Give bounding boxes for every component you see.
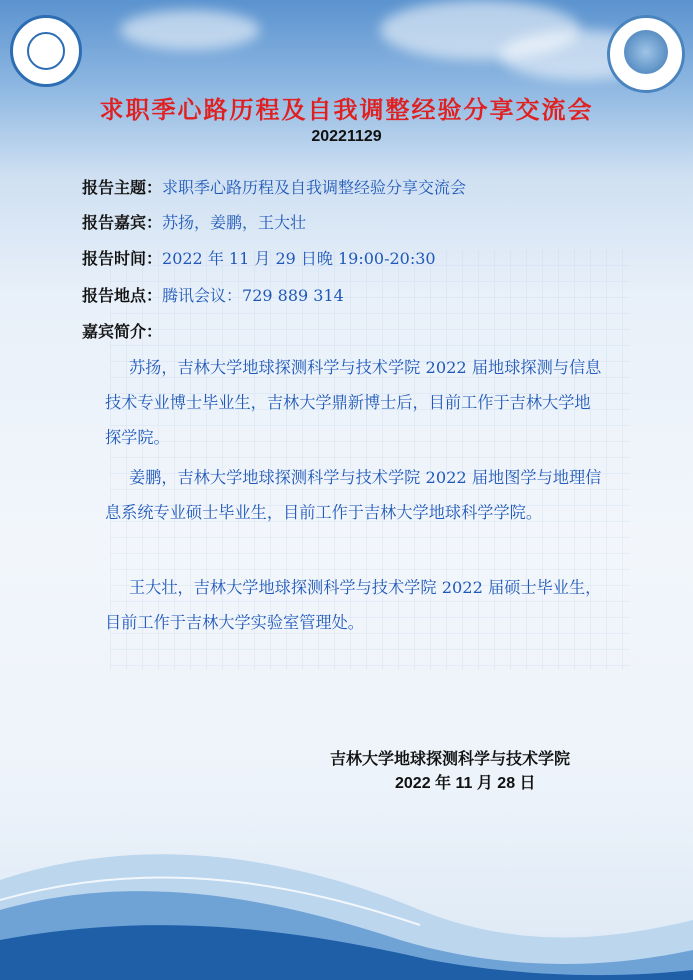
guest-bio-text: 王大壮，吉林大学地球探测科学与技术学院 2022 届硕士毕业生，目前工作于吉林大学实验室管理处。 xyxy=(105,578,602,632)
info-label: 报告时间： xyxy=(82,249,163,268)
guest-bio xyxy=(105,460,605,530)
info-label: 报告嘉宾： xyxy=(82,213,163,232)
college-logo xyxy=(607,15,685,93)
guest-bio-text: 苏扬，吉林大学地球探测科学与技术学院 2022 届地球探测与信息技术专业博士毕业生，吉林大学鼎新博士后，目前工作于吉林大学地探学院。 xyxy=(105,358,602,447)
guest-bio xyxy=(105,350,605,455)
info-row-location xyxy=(82,285,344,307)
info-label: 报告主题： xyxy=(82,178,163,197)
signature-org: 吉林大学地球探测科学与技术学院 xyxy=(330,749,571,768)
info-label: 报告地点： xyxy=(82,286,163,305)
guests-heading: 嘉宾简介： xyxy=(82,322,163,341)
guest-bio xyxy=(105,570,605,640)
cloud-decoration xyxy=(120,10,260,50)
info-row-time xyxy=(82,248,436,270)
info-value: 腾讯会议：729 889 314 xyxy=(162,286,344,305)
info-value: 求职季心路历程及自我调整经验分享交流会 xyxy=(162,178,467,197)
date-code: 20221129 xyxy=(311,128,382,145)
info-row-topic xyxy=(82,177,466,199)
info-row-guests xyxy=(82,212,306,234)
info-value: 苏扬，姜鹏，王大壮 xyxy=(162,213,307,232)
university-logo xyxy=(10,15,82,87)
signature-date: 2022 年 11 月 28 日 xyxy=(395,775,536,792)
poster-title: 求职季心路历程及自我调整经验分享交流会 xyxy=(99,95,594,124)
wave-decoration xyxy=(0,800,693,980)
guests-heading-row xyxy=(82,321,162,343)
guest-bio-text: 姜鹏，吉林大学地球探测科学与技术学院 2022 届地图学与地理信息系统专业硕士毕业生，目前工作于吉林大学地球科学学院。 xyxy=(105,468,602,522)
info-value: 2022 年 11 月 29 日晚 19:00-20:30 xyxy=(162,249,436,268)
